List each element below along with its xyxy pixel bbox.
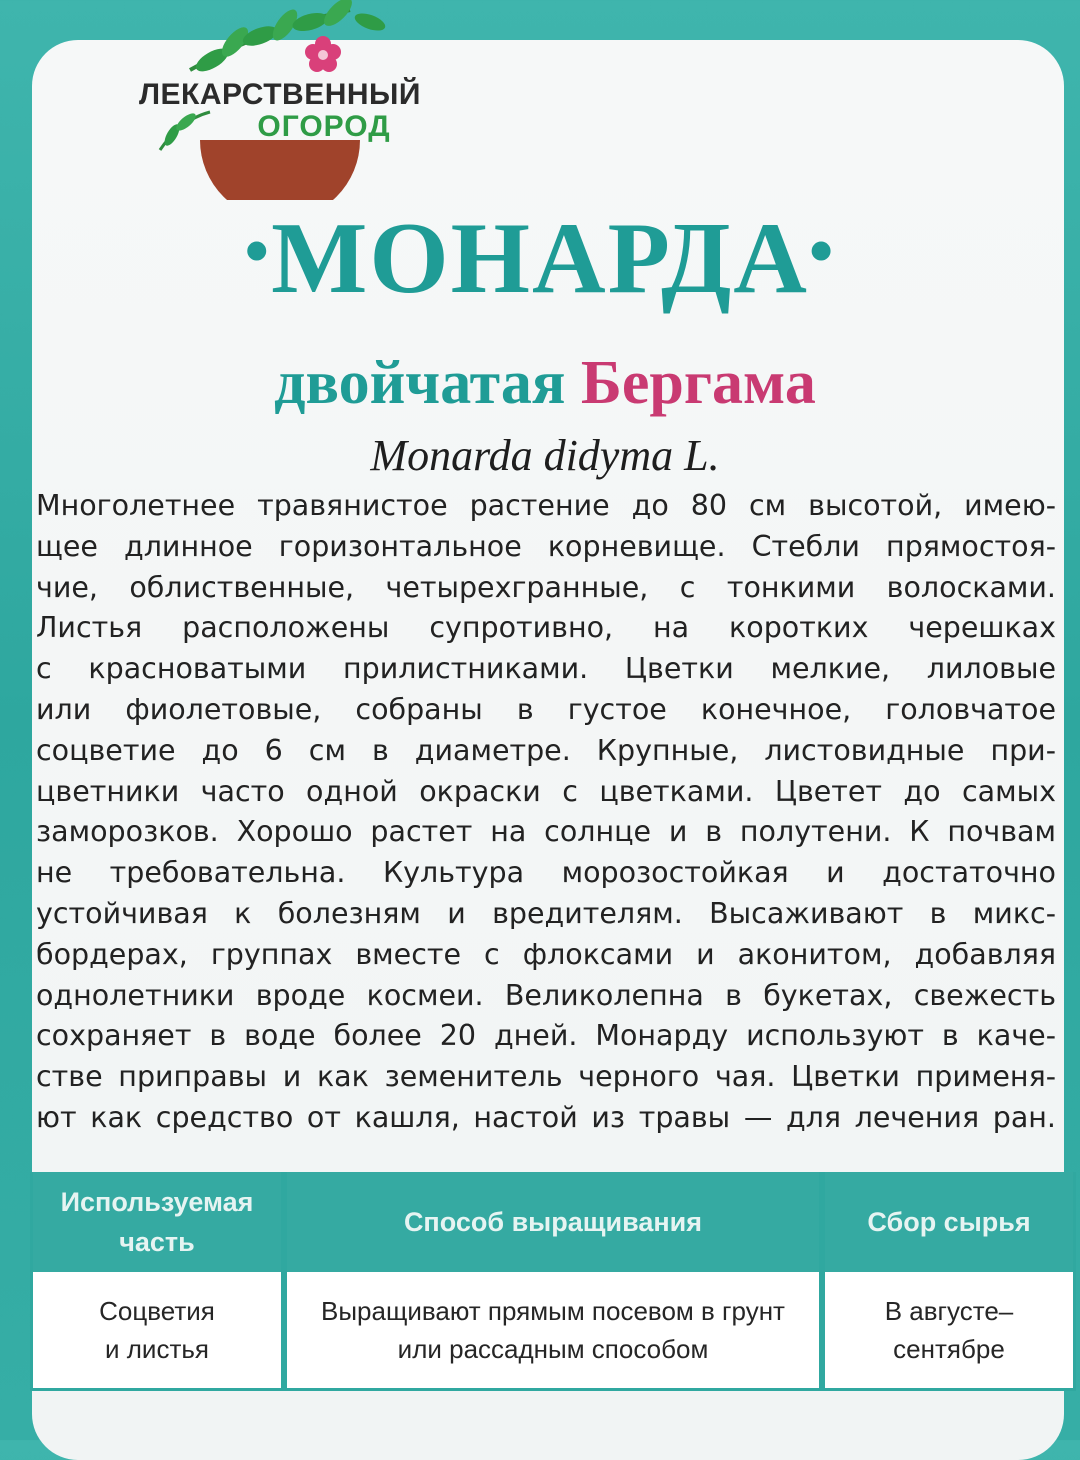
table-cell-harvest: В августе– сентябре (884, 1296, 1014, 1364)
table-cell-used-part: Соцветия и листья (99, 1296, 215, 1364)
description-line: устойчивая к болезням и вредителям. Высаживают в микс- (36, 896, 1056, 930)
product-title (0, 202, 1080, 315)
title-dot-left: • (244, 213, 272, 290)
description-text (36, 486, 1056, 1139)
description-line: соцветие до 6 см в диаметре. Крупные, листовидные при- (36, 733, 1056, 767)
table-row (33, 1272, 1073, 1388)
title-text: МОНАРДА (271, 202, 809, 315)
subtitle-variety: Бергама (580, 349, 816, 417)
brand-logo (120, 0, 440, 200)
table-cell-cultivation: Выращивают прямым посевом в грунт или рассадным способом (321, 1296, 785, 1364)
table-header-harvest: Сбор сырья (867, 1207, 1031, 1237)
table-header-row (33, 1172, 1073, 1272)
description-line: Листья расположены супротивно, на коротких черешках (36, 611, 1056, 645)
info-table (30, 1172, 1076, 1391)
table-divider (281, 1172, 287, 1388)
brand-line2: ОГОРОД (257, 110, 391, 143)
description-line: чие, облиственные, четырехгранные, с тонкими волосками. (36, 570, 1056, 604)
description-line: Многолетнее травянистое растение до 80 см высотой, имею- (36, 489, 1056, 522)
description-line: заморозков. Хорошо растет на солнце и в полутени. К почвам (36, 815, 1056, 849)
description-line: ют как средство от кашля, настой из травы — для лечения ран. (36, 1100, 1056, 1134)
description-line: цветники часто одной окраски с цветками. Цветет до самых (36, 774, 1056, 808)
description-line: не требовательна. Культура морозостойкая и достаточно (36, 856, 1056, 890)
description-line: бордерах, группах вместе с флоксами и аконитом, добавляя (36, 937, 1056, 971)
description-line: стве приправы и как земенитель черного чая. Цветки применя- (36, 1060, 1056, 1094)
description-line: или фиолетовые, собраны в густое конечное, головчатое (36, 692, 1056, 726)
table-divider (819, 1172, 825, 1388)
description-line: сохраняет в воде более 20 дней. Монарду используют в каче- (36, 1019, 1056, 1053)
brand-line1: ЛЕКАРСТВЕННЫЙ (139, 78, 421, 111)
description-line: с красноватыми прилистниками. Цветки мелкие, лиловые (36, 652, 1056, 686)
title-dot-right: • (808, 213, 836, 290)
table-header-used-part: Используемая часть (60, 1187, 254, 1257)
description-line: однолетники вроде космеи. Великолепна в букетах, свежесть (36, 978, 1056, 1012)
table-header-cultivation: Способ выращивания (403, 1207, 703, 1237)
variety-subtitle (0, 349, 1080, 417)
description-line: щее длинное горизонтальное корневище. Стебли прямостоя- (36, 529, 1056, 563)
subtitle-species: двойчатая (274, 349, 566, 417)
latin-name: Monarda didyma L. (370, 431, 720, 480)
